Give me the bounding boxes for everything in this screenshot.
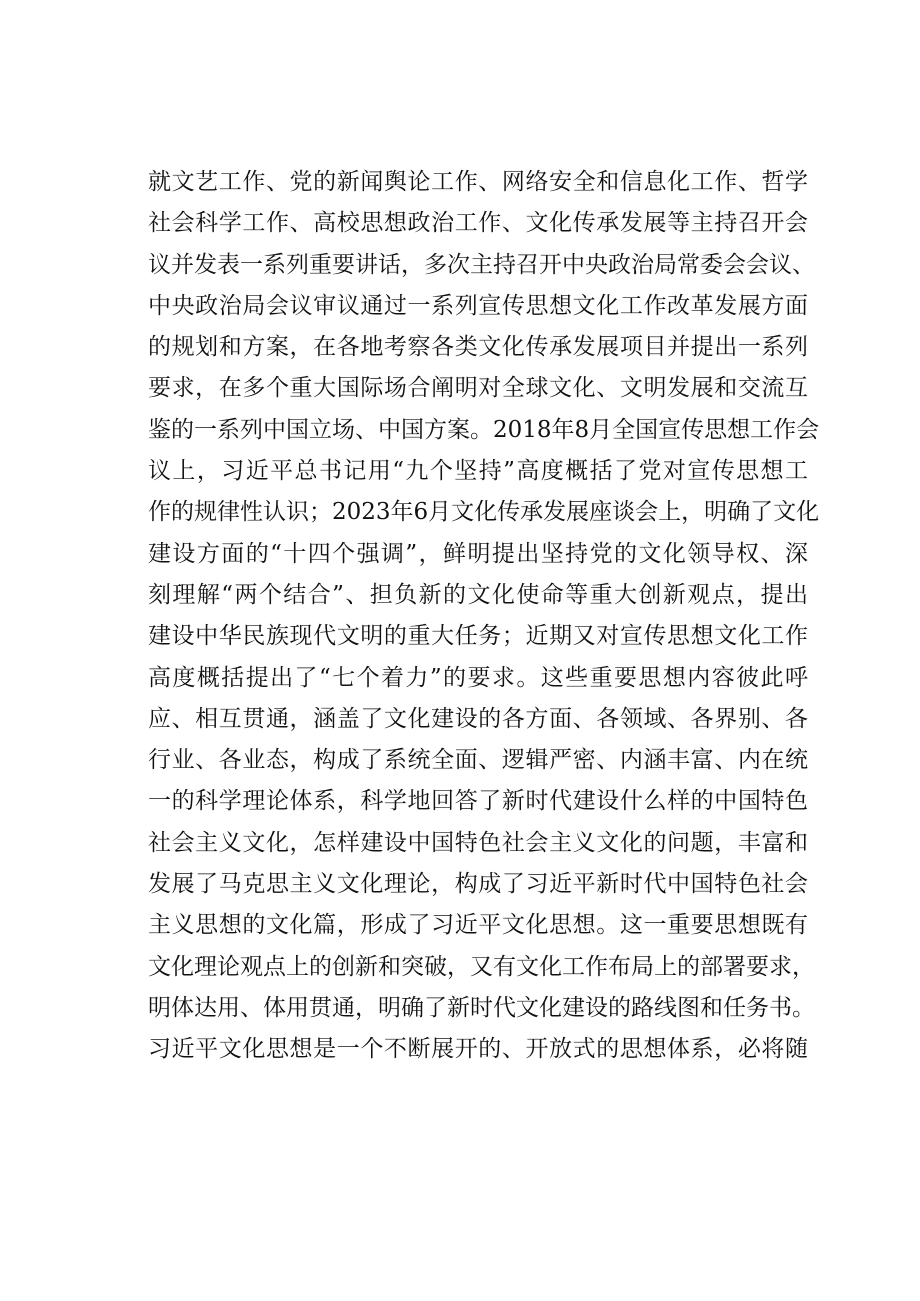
text-line: 应、相互贯通，涵盖了文化建设的各方面、各领域、各界别、各 <box>148 705 808 732</box>
text-line: 文化理论观点上的创新和突破，又有文化工作布局上的部署要求， <box>148 953 815 980</box>
text-line: 建设方面的“十四个强调”，鲜明提出坚持党的文化领导权、深 <box>148 540 808 567</box>
text-line: 明体达用、体用贯通，明确了新时代文化建设的路线图和任务书。 <box>148 994 815 1021</box>
text-line: 社会主义文化，怎样建设中国特色社会主义文化的问题，丰富和 <box>148 829 808 856</box>
text-line: 发展了马克思主义文化理论，构成了习近平新时代中国特色社会 <box>148 871 808 898</box>
text-line: 议并发表一系列重要讲话，多次主持召开中央政治局常委会会议、 <box>148 251 815 278</box>
text-line: 一的科学理论体系，科学地回答了新时代建设什么样的中国特色 <box>148 788 808 815</box>
text-line: 议上，习近平总书记用“九个坚持”高度概括了党对宣传思想工 <box>148 458 808 485</box>
text-line: 中央政治局会议审议通过一系列宣传思想文化工作改革发展方面 <box>148 292 808 319</box>
text-line: 习近平文化思想是一个不断展开的、开放式的思想体系，必将随 <box>148 1036 808 1063</box>
text-line: 高度概括提出了“七个着力”的要求。这些重要思想内容彼此呼 <box>148 664 808 691</box>
body-paragraph <box>148 162 820 1071</box>
text-line: 行业、各业态，构成了系统全面、逻辑严密、内涵丰富、内在统 <box>148 747 808 774</box>
text-line: 刻理解“两个结合”、担负新的文化使命等重大创新观点，提出 <box>148 581 808 608</box>
text-line: 社会科学工作、高校思想政治工作、文化传承发展等主持召开会 <box>148 210 808 237</box>
text-line: 主义思想的文化篇，形成了习近平文化思想。这一重要思想既有 <box>148 912 808 939</box>
text-line: 鉴的一系列中国立场、中国方案。2018年8月全国宣传思想工作会 <box>148 416 820 443</box>
text-line: 的规划和方案，在各地考察各类文化传承发展项目并提出一系列 <box>148 334 808 361</box>
text-line: 作的规律性认识；2023年6月文化传承发展座谈会上，明确了文化 <box>148 499 820 526</box>
text-line: 就文艺工作、党的新闻舆论工作、网络安全和信息化工作、哲学 <box>148 169 808 195</box>
text-line: 建设中华民族现代文明的重大任务；近期又对宣传思想文化工作 <box>148 623 808 650</box>
text-line: 要求，在多个重大国际场合阐明对全球文化、文明发展和交流互 <box>148 375 808 402</box>
